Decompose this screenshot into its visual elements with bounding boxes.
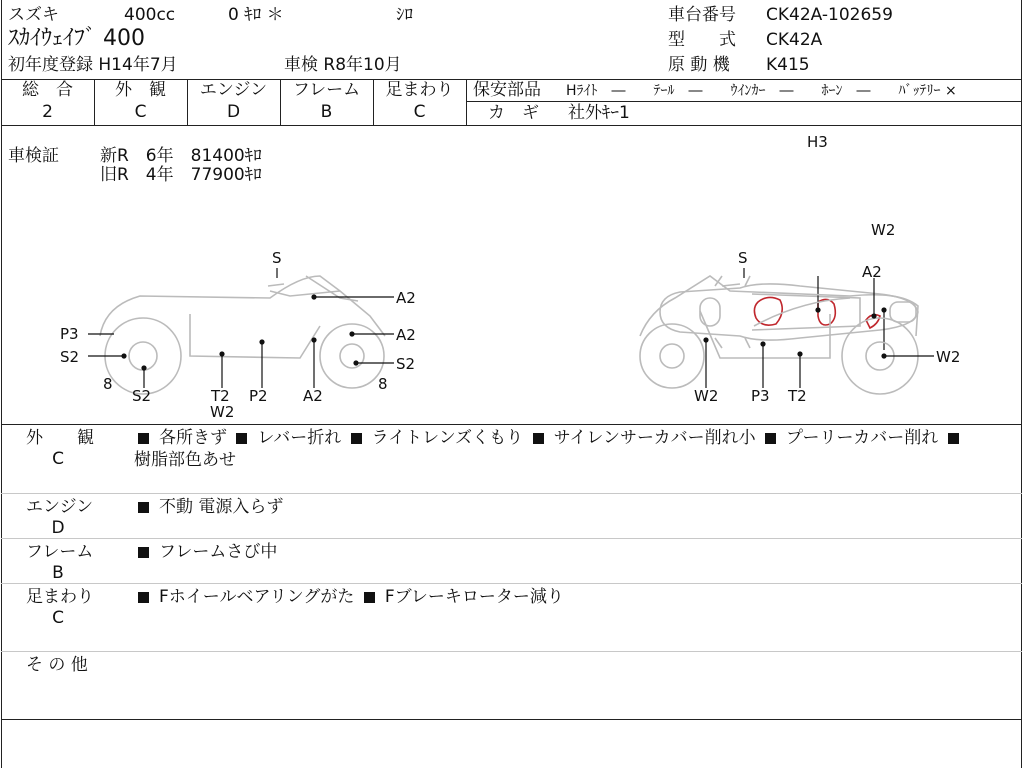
cert-old: 旧R 4年 77900ｷﾛ <box>100 165 262 185</box>
label-left-s2-left: S2 <box>60 348 80 366</box>
inspection-date: 車検 R8年10月 <box>284 55 402 75</box>
label-right-a2: A2 <box>862 263 882 281</box>
remark-exterior-line2: 樹脂部色あせ <box>134 450 236 470</box>
cert-new: 新R 6年 81400ｷﾛ <box>100 146 262 166</box>
label-left-8b: 8 <box>378 375 388 393</box>
color: ｼﾛ <box>396 5 413 25</box>
remark-suspension-category: 足まわり <box>26 587 94 607</box>
remark-divider <box>1 538 1022 539</box>
label-left-a2-upper: A2 <box>396 289 416 307</box>
damage-diagram <box>0 126 1022 424</box>
safety-parts-title: 保安部品 <box>473 80 541 100</box>
cert-title: 車検証 <box>8 146 59 166</box>
model-name: ｽｶｲｳｪｲﾌﾞ 400 <box>8 26 145 51</box>
label-right-s: S <box>738 249 748 267</box>
safety-parts-items: Hﾗｲﾄ ― ﾃｰﾙ ― ｳｲﾝｶｰ ― ﾎｰﾝ ― ﾊﾞｯﾃﾘｰ × <box>566 83 957 99</box>
remark-frame-category: フレーム <box>26 542 94 562</box>
grade-overall-value: 2 <box>42 102 53 122</box>
key-value: 社外ｷｰ1 <box>568 103 630 123</box>
top-view-leaders <box>816 276 886 350</box>
frame-number-label: 車台番号 <box>668 5 736 25</box>
grade-engine-value: D <box>226 102 241 122</box>
label-left-8a: 8 <box>103 375 113 393</box>
type-value: CK42A <box>766 30 823 50</box>
displacement: 400cc <box>124 5 176 25</box>
label-left-t2: T2 <box>211 387 230 405</box>
grade-suspension-value: C <box>413 102 426 122</box>
first-registration: 初年度登録 H14年7月 <box>8 55 178 75</box>
mileage: 0 ｷﾛ ＊ <box>228 5 284 25</box>
remark-other-category: そ の 他 <box>26 655 88 675</box>
label-left-s2-bottom: S2 <box>132 387 152 405</box>
label-right-p3: P3 <box>751 387 770 405</box>
remarks-top-line <box>1 424 1022 425</box>
remark-engine-grade: D <box>51 518 65 538</box>
engine-value: K415 <box>766 55 810 75</box>
label-left-p3: P3 <box>60 325 79 343</box>
safety-divider <box>466 101 1022 102</box>
key-label: カ ギ <box>488 103 539 123</box>
remark-suspension-line: Fホイールベアリングがた Fブレーキローター減り <box>134 587 564 607</box>
maker: スズキ <box>8 5 59 25</box>
label-left-s2-right: S2 <box>396 355 416 373</box>
scooter-left-view <box>100 276 385 394</box>
type-label: 型 式 <box>668 30 736 50</box>
label-h3: H3 <box>807 133 828 151</box>
remark-divider <box>1 583 1022 584</box>
remark-suspension-grade: C <box>52 608 64 628</box>
remark-engine-category: エンジン <box>26 497 94 517</box>
remark-divider <box>1 651 1022 652</box>
remark-exterior-line1: 各所きず レバー折れ ライトレンズくもり サイレンサーカバー削れ小 プーリーカバー削れ <box>134 428 969 448</box>
label-top-w2: W2 <box>871 221 896 239</box>
label-left-a2-mid: A2 <box>396 326 416 344</box>
label-left-p2: P2 <box>249 387 268 405</box>
grade-exterior-value: C <box>134 102 147 122</box>
label-left-s: S <box>272 249 282 267</box>
remark-divider <box>1 493 1022 494</box>
remark-frame-line: フレームさび中 <box>134 542 277 562</box>
grade-exterior-label: 外 観 <box>115 80 166 100</box>
remark-frame-grade: B <box>52 563 64 583</box>
engine-label: 原 動 機 <box>668 55 730 75</box>
label-left-a2-bottom: A2 <box>303 387 323 405</box>
label-right-w2-rear: W2 <box>936 348 961 366</box>
grade-frame-label: フレーム <box>292 80 361 100</box>
frame-number: CK42A-102659 <box>766 5 893 25</box>
remark-exterior-category: 外 観 <box>26 428 94 448</box>
grade-divider <box>466 79 467 125</box>
remark-engine-line: 不動 電源入らず <box>134 497 283 517</box>
label-right-t2: T2 <box>788 387 807 405</box>
grade-engine-label: エンジン <box>199 80 268 100</box>
left-view-leaders <box>88 268 394 388</box>
remark-exterior-grade: C <box>52 449 64 469</box>
remarks-bottom-line <box>1 719 1022 720</box>
grade-overall-label: 総 合 <box>22 80 73 100</box>
label-right-w2: W2 <box>694 387 719 405</box>
grade-suspension-label: 足まわり <box>385 80 454 100</box>
grade-frame-value: B <box>320 102 333 122</box>
label-left-w2: W2 <box>210 403 235 421</box>
